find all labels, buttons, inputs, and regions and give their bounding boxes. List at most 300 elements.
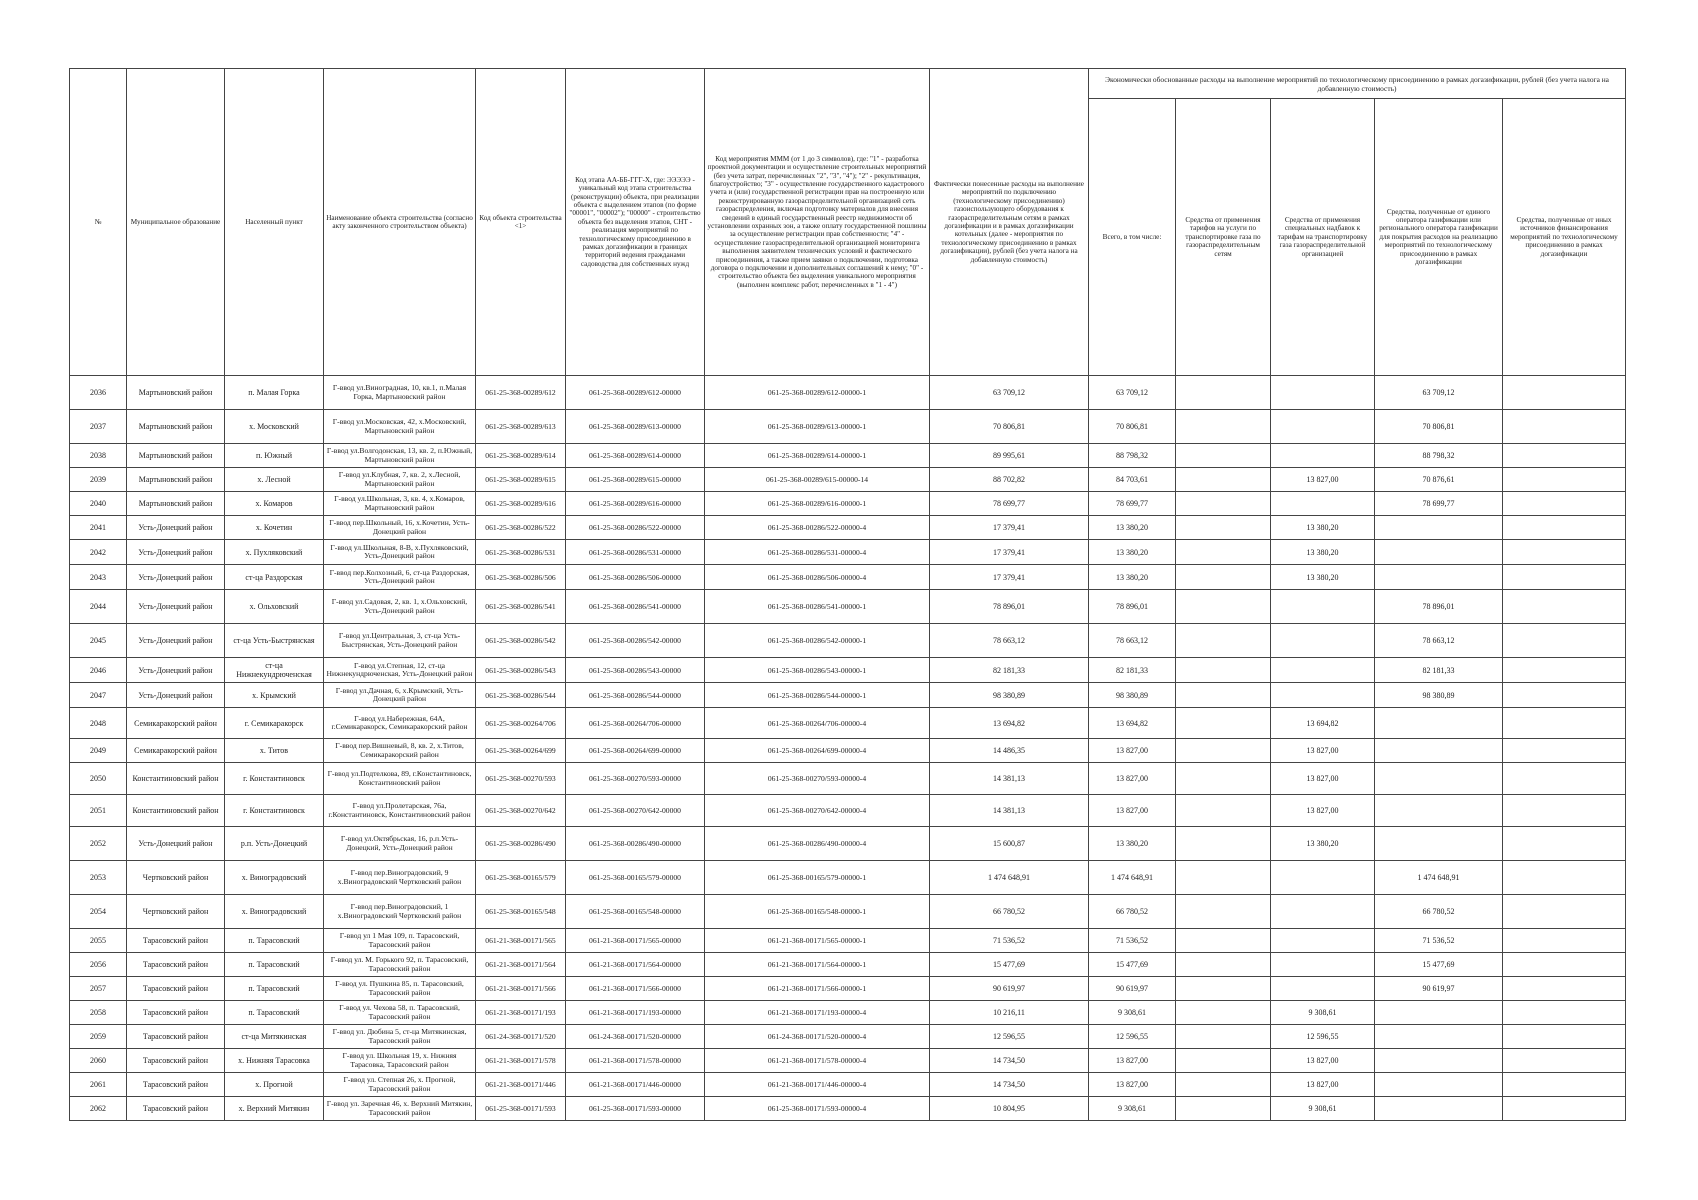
actual-costs-cell: 17 379,41 [930, 565, 1089, 590]
object-code-cell: 061-21-368-00171/578 [476, 1049, 566, 1073]
markup-cell: 13 827,00 [1271, 1049, 1375, 1073]
other-sources-cell [1503, 468, 1626, 492]
actual-costs-cell: 1 474 648,91 [930, 861, 1089, 895]
markup-cell: 13 380,20 [1271, 827, 1375, 861]
stage-code-cell: 061-21-368-00171/446-00000 [566, 1073, 705, 1097]
operator-funds-cell [1375, 1073, 1503, 1097]
event-code-cell: 061-25-368-00270/642-00000-4 [705, 795, 930, 827]
header-stage-code: Код этапа АА-ББ-ГГГ-Х, где: ЭЭЭЭЭ - уникальный код этапа строительства (реконструкции) объекта, при реализации объекта с выделением этапов (по форме "00001", "00002"); "00000" - строительство объекта без выделения этапов, СНТ - реализация мероприятий по технологическому присоединению в рамках догазификации в границах территорий ведения гражданами садоводства для собственных нужд [566, 69, 705, 376]
event-code-cell: 061-25-368-00171/593-00000-4 [705, 1097, 930, 1121]
event-code-cell: 061-25-368-00286/544-00000-1 [705, 683, 930, 708]
markup-cell [1271, 683, 1375, 708]
municipality-cell: Тарасовский район [127, 1001, 225, 1025]
actual-costs-cell: 88 702,82 [930, 468, 1089, 492]
total-cell: 78 663,12 [1089, 624, 1176, 658]
object-code-cell: 061-21-368-00171/566 [476, 977, 566, 1001]
actual-costs-cell: 15 477,69 [930, 953, 1089, 977]
other-sources-cell [1503, 929, 1626, 953]
tariff-cell [1176, 376, 1271, 410]
actual-costs-cell: 78 699,77 [930, 492, 1089, 516]
settlement-cell: п. Тарасовский [225, 1001, 324, 1025]
other-sources-cell [1503, 895, 1626, 929]
markup-cell [1271, 895, 1375, 929]
municipality-cell: Усть-Донецкий район [127, 827, 225, 861]
header-settlement: Населенный пункт [225, 69, 324, 376]
stage-code-cell: 061-21-368-00171/565-00000 [566, 929, 705, 953]
table-row [70, 468, 1626, 492]
object-name-cell: Г-ввод пер.Колхозный, 6, ст-ца Раздорская, Усть-Донецкий район [324, 565, 476, 590]
operator-funds-cell [1375, 1049, 1503, 1073]
header-no: № [70, 69, 127, 376]
object-code-cell: 061-25-368-00289/612 [476, 376, 566, 410]
actual-costs-cell: 82 181,33 [930, 658, 1089, 683]
tariff-cell [1176, 565, 1271, 590]
row-number: 2043 [70, 565, 127, 590]
row-number: 2050 [70, 763, 127, 795]
table-row [70, 1001, 1626, 1025]
event-code-cell: 061-21-368-00171/578-00000-4 [705, 1049, 930, 1073]
actual-costs-cell: 10 804,95 [930, 1097, 1089, 1121]
row-number: 2046 [70, 658, 127, 683]
object-code-cell: 061-25-368-00286/506 [476, 565, 566, 590]
object-code-cell: 061-25-368-00286/543 [476, 658, 566, 683]
object-code-cell: 061-25-368-00289/614 [476, 444, 566, 468]
settlement-cell: г. Семикаракорск [225, 708, 324, 739]
header-special-markup: Средства от применения специальных надбавок к тарифам на транспортировку газа газораспределительной организацией [1271, 99, 1375, 376]
stage-code-cell: 061-25-368-00270/642-00000 [566, 795, 705, 827]
operator-funds-cell: 1 474 648,91 [1375, 861, 1503, 895]
stage-code-cell: 061-25-368-00286/531-00000 [566, 540, 705, 565]
tariff-cell [1176, 795, 1271, 827]
tariff-cell [1176, 683, 1271, 708]
row-number: 2042 [70, 540, 127, 565]
stage-code-cell: 061-21-368-00171/578-00000 [566, 1049, 705, 1073]
actual-costs-cell: 98 380,89 [930, 683, 1089, 708]
total-cell: 13 380,20 [1089, 565, 1176, 590]
row-number: 2053 [70, 861, 127, 895]
municipality-cell: Константиновский район [127, 763, 225, 795]
tariff-cell [1176, 468, 1271, 492]
markup-cell: 13 827,00 [1271, 795, 1375, 827]
markup-cell [1271, 590, 1375, 624]
operator-funds-cell [1375, 827, 1503, 861]
stage-code-cell: 061-21-368-00171/564-00000 [566, 953, 705, 977]
operator-funds-cell: 70 876,61 [1375, 468, 1503, 492]
event-code-cell: 061-25-368-00286/531-00000-4 [705, 540, 930, 565]
header-econ-group: Экономически обоснованные расходы на выполнение мероприятий по технологическому присоединению в рамках догазификации, рублей (без учета налога на добавленную стоимость) [1089, 69, 1626, 99]
object-name-cell: Г-ввод пер.Вишневый, 8, кв. 2, х.Титов, Семикаракорский район [324, 739, 476, 763]
row-number: 2060 [70, 1049, 127, 1073]
table-row [70, 895, 1626, 929]
municipality-cell: Усть-Донецкий район [127, 540, 225, 565]
object-name-cell: Г-ввод ул.Садовая, 2, кв. 1, х.Ольховский, Усть-Донецкий район [324, 590, 476, 624]
other-sources-cell [1503, 683, 1626, 708]
object-name-cell: Г-ввод ул. Чехова 58, п. Тарасовский, Тарасовский район [324, 1001, 476, 1025]
row-number: 2062 [70, 1097, 127, 1121]
settlement-cell: ст-ца Раздорская [225, 565, 324, 590]
table-row [70, 953, 1626, 977]
stage-code-cell: 061-25-368-00286/506-00000 [566, 565, 705, 590]
event-code-cell: 061-21-368-00171/446-00000-4 [705, 1073, 930, 1097]
actual-costs-cell: 89 995,61 [930, 444, 1089, 468]
row-number: 2054 [70, 895, 127, 929]
object-name-cell: Г-ввод ул. Дюбина 5, ст-ца Митякинская, Тарасовский район [324, 1025, 476, 1049]
header-event-code: Код мероприятия МММ (от 1 до 3 символов), где: "1" - разработка проектной документации и осуществление строительных мероприятий (без учета затрат, перечисленных "2", "3", "4"); "2" - рекультивация, благоустройство; "3" - осуществление государственного кадастрового учета и (или) государственной регистрации прав на построенную или реконструированную газораспределительной организацией сеть газораспределения, включая подготовку материалов для внесения сведений в единый государственный реестр недвижимости об установлении охранных зон, а также оплату государственной пошлины за осуществление регистрации прав собственности; "4" - осуществление газораспределительной организацией мониторинга выполнения заявителем технических условий и фактического присоединения, а также прием заявки о подключении, подготовка договора о подключении и дополнительных соглашений к нему; "0" - строительство объекта без выделения уникального мероприятия (выполнен комплекс работ, перечисленных в "1 - 4") [705, 69, 930, 376]
event-code-cell: 061-21-368-00171/566-00000-1 [705, 977, 930, 1001]
actual-costs-cell: 10 216,11 [930, 1001, 1089, 1025]
header-tariff-transport: Средства от применения тарифов на услуги по транспортировке газа по газораспределительным сетям [1176, 99, 1271, 376]
operator-funds-cell: 78 896,01 [1375, 590, 1503, 624]
settlement-cell: х. Кочетин [225, 516, 324, 540]
table-row [70, 565, 1626, 590]
markup-cell [1271, 376, 1375, 410]
other-sources-cell [1503, 658, 1626, 683]
municipality-cell: Тарасовский район [127, 977, 225, 1001]
settlement-cell: ст-ца Усть-Быстрянская [225, 624, 324, 658]
stage-code-cell: 061-25-368-00289/612-00000 [566, 376, 705, 410]
table-row [70, 708, 1626, 739]
table-row [70, 590, 1626, 624]
object-code-cell: 061-25-368-00289/615 [476, 468, 566, 492]
event-code-cell: 061-21-368-00171/565-00000-1 [705, 929, 930, 953]
event-code-cell: 061-25-368-00286/543-00000-1 [705, 658, 930, 683]
total-cell: 82 181,33 [1089, 658, 1176, 683]
object-code-cell: 061-25-368-00286/542 [476, 624, 566, 658]
row-number: 2044 [70, 590, 127, 624]
object-name-cell: Г-ввод ул.Школьная, 8-В, х.Пухляковский, Усть-Донецкий район [324, 540, 476, 565]
settlement-cell: х. Крымский [225, 683, 324, 708]
total-cell: 84 703,61 [1089, 468, 1176, 492]
object-name-cell: Г-ввод ул.Московская, 42, х.Московский, Мартыновский район [324, 410, 476, 444]
header-actual-costs: Фактически понесенные расходы на выполнение мероприятий по подключению (технологическому присоединению) газоиспользующего оборудования к газораспределительным сетям в рамках догазификации и в рамках догазификации котельных (далее - мероприятия по технологическому присоединению в рамках догазификации), рублей (без учета налога на добавленную стоимость) [930, 69, 1089, 376]
header-operator-funds: Средства, полученные от единого оператора газификации или регионального оператора газификации для покрытия расходов на реализацию мероприятий по технологическому присоединению в рамках догазификации [1375, 99, 1503, 376]
tariff-cell [1176, 492, 1271, 516]
table-row [70, 1025, 1626, 1049]
settlement-cell: р.п. Усть-Донецкий [225, 827, 324, 861]
stage-code-cell: 061-24-368-00171/520-00000 [566, 1025, 705, 1049]
tariff-cell [1176, 1025, 1271, 1049]
total-cell: 12 596,55 [1089, 1025, 1176, 1049]
actual-costs-cell: 14 486,35 [930, 739, 1089, 763]
settlement-cell: г. Константиновск [225, 795, 324, 827]
table-row [70, 795, 1626, 827]
settlement-cell: х. Нижняя Тарасовка [225, 1049, 324, 1073]
settlement-cell: п. Южный [225, 444, 324, 468]
tariff-cell [1176, 827, 1271, 861]
total-cell: 13 827,00 [1089, 739, 1176, 763]
tariff-cell [1176, 763, 1271, 795]
tariff-cell [1176, 590, 1271, 624]
event-code-cell: 061-24-368-00171/520-00000-4 [705, 1025, 930, 1049]
event-code-cell: 061-21-368-00171/193-00000-4 [705, 1001, 930, 1025]
settlement-cell: х. Виноградовский [225, 895, 324, 929]
stage-code-cell: 061-25-368-00286/543-00000 [566, 658, 705, 683]
actual-costs-cell: 14 381,13 [930, 795, 1089, 827]
object-name-cell: Г-ввод пер.Школьный, 16, х.Кочетин, Усть-Донецкий район [324, 516, 476, 540]
event-code-cell: 061-25-368-00289/612-00000-1 [705, 376, 930, 410]
data-table [69, 68, 1626, 1121]
stage-code-cell: 061-25-368-00165/548-00000 [566, 895, 705, 929]
total-cell: 78 699,77 [1089, 492, 1176, 516]
object-code-cell: 061-25-368-00165/579 [476, 861, 566, 895]
markup-cell: 9 308,61 [1271, 1097, 1375, 1121]
object-code-cell: 061-25-368-00286/522 [476, 516, 566, 540]
total-cell: 98 380,89 [1089, 683, 1176, 708]
total-cell: 9 308,61 [1089, 1001, 1176, 1025]
object-name-cell: Г-ввод ул.Октябрьская, 16, р.п.Усть-Донецкий, Усть-Донецкий район [324, 827, 476, 861]
tariff-cell [1176, 444, 1271, 468]
other-sources-cell [1503, 1073, 1626, 1097]
table-row [70, 492, 1626, 516]
row-number: 2056 [70, 953, 127, 977]
total-cell: 13 827,00 [1089, 1049, 1176, 1073]
municipality-cell: Усть-Донецкий район [127, 658, 225, 683]
object-code-cell: 061-25-368-00289/613 [476, 410, 566, 444]
object-code-cell: 061-25-368-00264/706 [476, 708, 566, 739]
actual-costs-cell: 71 536,52 [930, 929, 1089, 953]
stage-code-cell: 061-25-368-00289/615-00000 [566, 468, 705, 492]
stage-code-cell: 061-21-368-00171/193-00000 [566, 1001, 705, 1025]
object-code-cell: 061-25-368-00165/548 [476, 895, 566, 929]
table-row [70, 516, 1626, 540]
other-sources-cell [1503, 1049, 1626, 1073]
stage-code-cell: 061-25-368-00286/490-00000 [566, 827, 705, 861]
operator-funds-cell: 90 619,97 [1375, 977, 1503, 1001]
row-number: 2041 [70, 516, 127, 540]
row-number: 2055 [70, 929, 127, 953]
tariff-cell [1176, 1001, 1271, 1025]
operator-funds-cell: 15 477,69 [1375, 953, 1503, 977]
total-cell: 1 474 648,91 [1089, 861, 1176, 895]
table-row [70, 861, 1626, 895]
markup-cell: 13 380,20 [1271, 516, 1375, 540]
table-row [70, 624, 1626, 658]
municipality-cell: Усть-Донецкий район [127, 590, 225, 624]
settlement-cell: ст-ца Митякинская [225, 1025, 324, 1049]
operator-funds-cell: 82 181,33 [1375, 658, 1503, 683]
actual-costs-cell: 17 379,41 [930, 540, 1089, 565]
row-number: 2048 [70, 708, 127, 739]
total-cell: 66 780,52 [1089, 895, 1176, 929]
markup-cell [1271, 929, 1375, 953]
object-name-cell: Г-ввод ул. Степная 26, х. Прогной, Тарасовский район [324, 1073, 476, 1097]
object-name-cell: Г-ввод ул.Волгодонская, 13, кв. 2, п.Южный, Мартыновский район [324, 444, 476, 468]
actual-costs-cell: 14 734,50 [930, 1073, 1089, 1097]
object-name-cell: Г-ввод ул.Пролетарская, 76а, г.Константиновск, Константиновский район [324, 795, 476, 827]
event-code-cell: 061-25-368-00289/615-00000-14 [705, 468, 930, 492]
total-cell: 78 896,01 [1089, 590, 1176, 624]
row-number: 2052 [70, 827, 127, 861]
municipality-cell: Тарасовский район [127, 953, 225, 977]
other-sources-cell [1503, 763, 1626, 795]
object-name-cell: Г-ввод пер.Виноградовский, 1 х.Виноградовский Чертковский район [324, 895, 476, 929]
other-sources-cell [1503, 492, 1626, 516]
total-cell: 13 380,20 [1089, 827, 1176, 861]
settlement-cell: х. Виноградовский [225, 861, 324, 895]
actual-costs-cell: 78 896,01 [930, 590, 1089, 624]
municipality-cell: Тарасовский район [127, 1097, 225, 1121]
municipality-cell: Чертковский район [127, 895, 225, 929]
other-sources-cell [1503, 1097, 1626, 1121]
table-row [70, 683, 1626, 708]
total-cell: 88 798,32 [1089, 444, 1176, 468]
settlement-cell: х. Прогной [225, 1073, 324, 1097]
other-sources-cell [1503, 795, 1626, 827]
markup-cell: 12 596,55 [1271, 1025, 1375, 1049]
other-sources-cell [1503, 708, 1626, 739]
markup-cell [1271, 444, 1375, 468]
table-row [70, 977, 1626, 1001]
row-number: 2047 [70, 683, 127, 708]
other-sources-cell [1503, 410, 1626, 444]
row-number: 2058 [70, 1001, 127, 1025]
row-number: 2039 [70, 468, 127, 492]
tariff-cell [1176, 410, 1271, 444]
settlement-cell: х. Лесной [225, 468, 324, 492]
settlement-cell: х. Московский [225, 410, 324, 444]
total-cell: 70 806,81 [1089, 410, 1176, 444]
operator-funds-cell: 98 380,89 [1375, 683, 1503, 708]
event-code-cell: 061-25-368-00286/541-00000-1 [705, 590, 930, 624]
stage-code-cell: 061-25-368-00165/579-00000 [566, 861, 705, 895]
municipality-cell: Усть-Донецкий район [127, 624, 225, 658]
stage-code-cell: 061-21-368-00171/566-00000 [566, 977, 705, 1001]
object-code-cell: 061-25-368-00286/541 [476, 590, 566, 624]
total-cell: 90 619,97 [1089, 977, 1176, 1001]
municipality-cell: Семикаракорский район [127, 739, 225, 763]
event-code-cell: 061-25-368-00289/613-00000-1 [705, 410, 930, 444]
object-name-cell: Г-ввод ул.Дачная, 6, х.Крымский, Усть-Донецкий район [324, 683, 476, 708]
object-name-cell: Г-ввод ул. Заречная 46, х. Верхний Митякин, Тарасовский район [324, 1097, 476, 1121]
object-code-cell: 061-25-368-00270/593 [476, 763, 566, 795]
total-cell: 13 827,00 [1089, 763, 1176, 795]
markup-cell: 13 380,20 [1271, 565, 1375, 590]
other-sources-cell [1503, 565, 1626, 590]
object-name-cell: Г-ввод ул. Пушкина 85, п. Тарасовский, Тарасовский район [324, 977, 476, 1001]
stage-code-cell: 061-25-368-00264/699-00000 [566, 739, 705, 763]
other-sources-cell [1503, 861, 1626, 895]
operator-funds-cell [1375, 1001, 1503, 1025]
event-code-cell: 061-25-368-00264/706-00000-4 [705, 708, 930, 739]
actual-costs-cell: 66 780,52 [930, 895, 1089, 929]
tariff-cell [1176, 977, 1271, 1001]
actual-costs-cell: 14 381,13 [930, 763, 1089, 795]
table-row [70, 763, 1626, 795]
settlement-cell: х. Пухляковский [225, 540, 324, 565]
total-cell: 13 827,00 [1089, 1073, 1176, 1097]
event-code-cell: 061-25-368-00286/490-00000-4 [705, 827, 930, 861]
object-code-cell: 061-25-368-00264/699 [476, 739, 566, 763]
object-name-cell: Г-ввод ул. М. Горького 92, п. Тарасовский, Тарасовский район [324, 953, 476, 977]
tariff-cell [1176, 1073, 1271, 1097]
municipality-cell: Тарасовский район [127, 1025, 225, 1049]
tariff-cell [1176, 516, 1271, 540]
total-cell: 13 380,20 [1089, 516, 1176, 540]
table-row [70, 376, 1626, 410]
table-row [70, 929, 1626, 953]
event-code-cell: 061-25-368-00286/542-00000-1 [705, 624, 930, 658]
operator-funds-cell: 66 780,52 [1375, 895, 1503, 929]
municipality-cell: Константиновский район [127, 795, 225, 827]
header-object-code: Код объекта строительства <1> [476, 69, 566, 376]
stage-code-cell: 061-25-368-00289/616-00000 [566, 492, 705, 516]
object-name-cell: Г-ввод ул.Центральная, 3, ст-ца Усть-Быстрянская, Усть-Донецкий район [324, 624, 476, 658]
settlement-cell: п. Тарасовский [225, 929, 324, 953]
event-code-cell: 061-25-368-00286/522-00000-4 [705, 516, 930, 540]
tariff-cell [1176, 861, 1271, 895]
municipality-cell: Чертковский район [127, 861, 225, 895]
actual-costs-cell: 17 379,41 [930, 516, 1089, 540]
other-sources-cell [1503, 739, 1626, 763]
other-sources-cell [1503, 540, 1626, 565]
row-number: 2057 [70, 977, 127, 1001]
object-name-cell: Г-ввод ул.Виноградная, 10, кв.1, п.Малая Горка, Мартыновский район [324, 376, 476, 410]
object-code-cell: 061-21-368-00171/564 [476, 953, 566, 977]
table-row [70, 658, 1626, 683]
stage-code-cell: 061-25-368-00289/614-00000 [566, 444, 705, 468]
markup-cell [1271, 658, 1375, 683]
object-code-cell: 061-24-368-00171/520 [476, 1025, 566, 1049]
settlement-cell: х. Титов [225, 739, 324, 763]
header-total: Всего, в том числе: [1089, 99, 1176, 376]
settlement-cell: п. Тарасовский [225, 953, 324, 977]
table-row [70, 739, 1626, 763]
tariff-cell [1176, 708, 1271, 739]
markup-cell: 13 827,00 [1271, 468, 1375, 492]
tariff-cell [1176, 953, 1271, 977]
operator-funds-cell: 70 806,81 [1375, 410, 1503, 444]
markup-cell: 13 827,00 [1271, 1073, 1375, 1097]
header-municipality: Муниципальное образование [127, 69, 225, 376]
stage-code-cell: 061-25-368-00270/593-00000 [566, 763, 705, 795]
row-number: 2038 [70, 444, 127, 468]
event-code-cell: 061-25-368-00270/593-00000-4 [705, 763, 930, 795]
row-number: 2040 [70, 492, 127, 516]
table-header [70, 69, 1626, 376]
header-other-sources: Средства, полученные от иных источников финансирования мероприятий по технологическому присоединению в рамках догазификации [1503, 99, 1626, 376]
table-row [70, 444, 1626, 468]
row-number: 2037 [70, 410, 127, 444]
table-row [70, 540, 1626, 565]
actual-costs-cell: 63 709,12 [930, 376, 1089, 410]
table-row [70, 1073, 1626, 1097]
markup-cell: 13 694,82 [1271, 708, 1375, 739]
other-sources-cell [1503, 624, 1626, 658]
actual-costs-cell: 15 600,87 [930, 827, 1089, 861]
other-sources-cell [1503, 376, 1626, 410]
event-code-cell: 061-21-368-00171/564-00000-1 [705, 953, 930, 977]
operator-funds-cell [1375, 540, 1503, 565]
object-code-cell: 061-25-368-00286/490 [476, 827, 566, 861]
table-row [70, 1097, 1626, 1121]
municipality-cell: Мартыновский район [127, 444, 225, 468]
stage-code-cell: 061-25-368-00286/541-00000 [566, 590, 705, 624]
actual-costs-cell: 14 734,50 [930, 1049, 1089, 1073]
markup-cell [1271, 624, 1375, 658]
tariff-cell [1176, 895, 1271, 929]
operator-funds-cell: 78 699,77 [1375, 492, 1503, 516]
row-number: 2061 [70, 1073, 127, 1097]
event-code-cell: 061-25-368-00286/506-00000-4 [705, 565, 930, 590]
event-code-cell: 061-25-368-00289/614-00000-1 [705, 444, 930, 468]
other-sources-cell [1503, 1001, 1626, 1025]
markup-cell: 13 380,20 [1271, 540, 1375, 565]
other-sources-cell [1503, 977, 1626, 1001]
municipality-cell: Мартыновский район [127, 410, 225, 444]
municipality-cell: Усть-Донецкий район [127, 516, 225, 540]
object-code-cell: 061-25-368-00286/544 [476, 683, 566, 708]
municipality-cell: Усть-Донецкий район [127, 683, 225, 708]
